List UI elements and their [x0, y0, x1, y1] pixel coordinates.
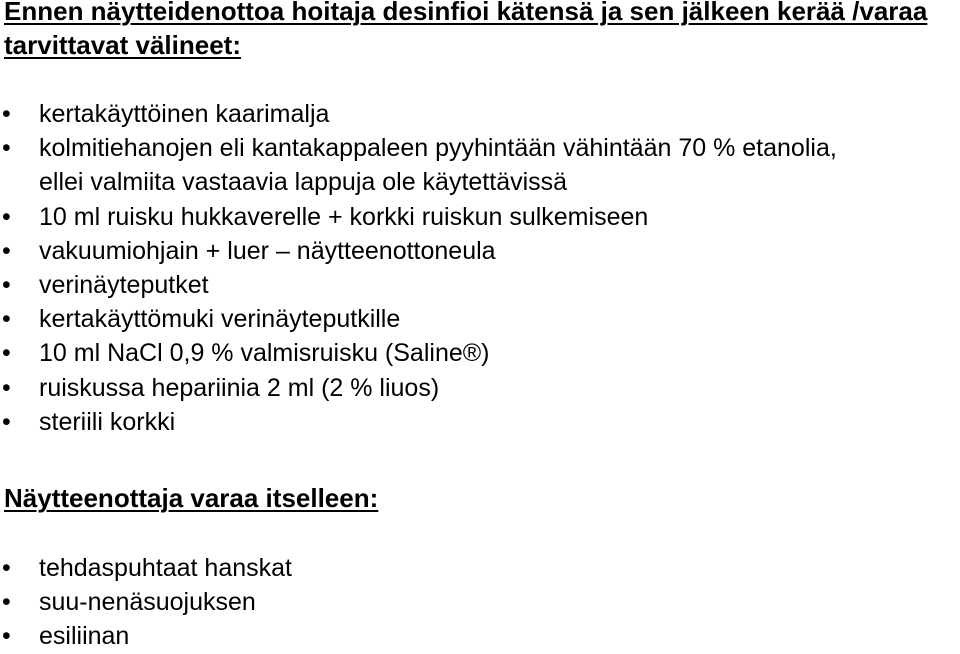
list-item-text: suu-nenäsuojuksen — [39, 588, 256, 617]
equipment-list — [0, 97, 837, 439]
list-item-text: verinäyteputket — [39, 271, 209, 300]
bullet-icon: • — [2, 305, 11, 334]
bullet-icon: • — [2, 554, 11, 582]
list-item-text: ruiskussa hepariinia 2 ml (2 % liuos) — [39, 373, 440, 402]
bullet-icon: • — [2, 373, 11, 402]
section2-heading: Näytteenottaja varaa itselleen: — [4, 483, 379, 513]
personal-protection-list — [0, 551, 292, 654]
bullet-icon: • — [2, 100, 11, 128]
list-item — [0, 371, 837, 405]
list-item — [0, 131, 837, 199]
list-item — [0, 97, 837, 131]
list-item — [0, 302, 837, 336]
list-item — [0, 234, 837, 268]
list-item-text: vakuumiohjain + luer – näytteenottoneula — [39, 236, 496, 265]
bullet-icon: • — [2, 339, 11, 368]
section1-heading: Ennen näytteidenottoa hoitaja desinfioi kätensä ja sen jälkeen kerää /varaa tarvittavat välineet: — [4, 0, 928, 60]
list-item-text: kertakäyttöinen kaarimalja — [39, 100, 330, 128]
bullet-icon: • — [2, 588, 11, 617]
list-item-text: 10 ml ruisku hukkaverelle + korkki ruiskun sulkemiseen — [39, 202, 649, 231]
list-item-text: tehdaspuhtaat hanskat — [39, 554, 292, 582]
list-item — [0, 268, 837, 302]
list-item — [0, 619, 292, 653]
list-item — [0, 200, 837, 234]
list-item-text: kertakäyttömuki verinäyteputkille — [39, 305, 401, 334]
list-item-text: 10 ml NaCl 0,9 % valmisruisku (Saline®) — [39, 339, 490, 368]
list-item-text: kolmitiehanojen eli kantakappaleen pyyhintään vähintään 70 % etanolia, ellei valmiita vastaavia lappuja ole käytettävissä — [39, 134, 837, 197]
bullet-icon: • — [2, 236, 11, 265]
list-item-text: esiliinan — [39, 622, 130, 651]
bullet-icon: • — [2, 407, 11, 436]
bullet-icon: • — [2, 134, 11, 163]
list-item — [0, 336, 837, 370]
list-item — [0, 405, 837, 439]
bullet-icon: • — [2, 622, 11, 651]
bullet-icon: • — [2, 202, 11, 231]
list-item — [0, 585, 292, 619]
list-item-text: steriili korkki — [39, 407, 176, 436]
list-item — [0, 551, 292, 585]
bullet-icon: • — [2, 271, 11, 300]
